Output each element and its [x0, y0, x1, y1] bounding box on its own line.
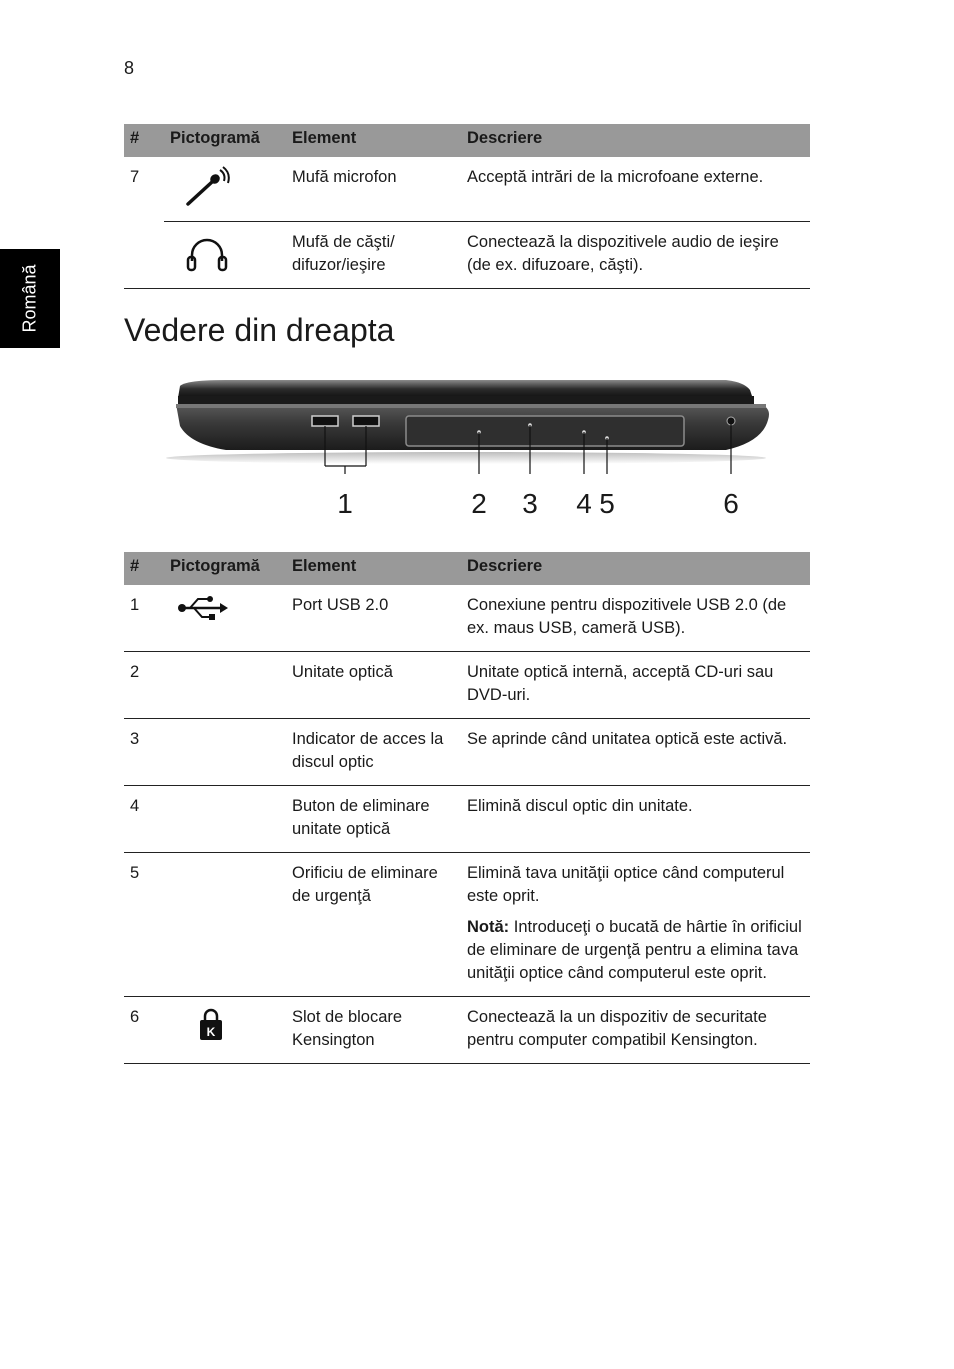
- row-icon: [164, 719, 286, 786]
- row-num: 6: [124, 997, 164, 1064]
- row-num: 3: [124, 719, 164, 786]
- row-element: Orificiu de eliminare de urgenţă: [286, 853, 461, 997]
- table-row: [124, 786, 810, 853]
- table-header-row: [124, 552, 810, 585]
- jacks-table: [124, 124, 810, 289]
- row-icon: [164, 853, 286, 997]
- header-description: Descriere: [461, 124, 810, 157]
- callout-2: 2: [471, 488, 487, 519]
- row-icon: [164, 652, 286, 719]
- row-num: 5: [124, 853, 164, 997]
- row-num: 2: [124, 652, 164, 719]
- row-num: [124, 222, 164, 289]
- callout-4: 4: [576, 488, 592, 519]
- header-pictogram: Pictogramă: [164, 124, 286, 157]
- row-element: Mufă microfon: [286, 157, 461, 222]
- row-num: 1: [124, 585, 164, 652]
- row-element: Slot de blocare Kensington: [286, 997, 461, 1064]
- header-pictogram: Pictogramă: [164, 552, 286, 585]
- row-description: Conexiune pentru dispozitivele USB 2.0 (de ex. maus USB, cameră USB).: [461, 585, 810, 652]
- row-description: Elimină discul optic din unitate.: [461, 786, 810, 853]
- note-label: Notă:: [467, 918, 510, 936]
- row-description: [461, 853, 810, 997]
- callout-3: 3: [522, 488, 538, 519]
- row-num: 4: [124, 786, 164, 853]
- language-label: Română: [19, 264, 40, 333]
- kensington-lock-icon: [190, 1008, 230, 1044]
- note-text: Introduceţi o bucată de hârtie în orificiul de eliminare de urgenţă pentru a elimina tava unităţii optice când computerul este oprit.: [467, 918, 802, 982]
- row-description: Conectează la dispozitivele audio de ieşire (de ex. difuzoare, căşti).: [461, 222, 810, 289]
- row-element: Unitate optică: [286, 652, 461, 719]
- table-row: [124, 997, 810, 1064]
- table-header-row: [124, 124, 810, 157]
- table-row: [124, 222, 810, 289]
- header-num: #: [124, 124, 164, 157]
- svg-text:K: K: [206, 1025, 216, 1039]
- callout-5: 5: [599, 488, 615, 519]
- row-description: Acceptă intrări de la microfoane externe.: [461, 157, 810, 222]
- row-icon: [164, 157, 286, 222]
- row-icon: [164, 786, 286, 853]
- description-text: Elimină tava unităţii optice când computerul este oprit.: [467, 864, 785, 905]
- header-description: Descriere: [461, 552, 810, 585]
- callout-6: 6: [723, 488, 739, 519]
- page-number: 8: [124, 58, 135, 78]
- header-element: Element: [286, 552, 461, 585]
- header-element: Element: [286, 124, 461, 157]
- callout-1: 1: [337, 488, 353, 519]
- row-element: Mufă de căşti/ difuzor/ieşire: [286, 222, 461, 289]
- microphone-icon: [182, 166, 232, 210]
- table-row: [124, 585, 810, 652]
- row-icon: [164, 585, 286, 652]
- row-num: 7: [130, 168, 140, 186]
- row-description: Conectează la un dispozitiv de securitate pentru computer compatibil Kensington.: [461, 997, 810, 1064]
- row-element: Indicator de acces la discul optic: [286, 719, 461, 786]
- language-side-tab: [0, 249, 60, 348]
- right-view-table: [124, 552, 810, 1064]
- table-row: [124, 652, 810, 719]
- laptop-right-view-illustration: [166, 374, 776, 474]
- headphones-icon: [182, 233, 232, 277]
- table-row: [124, 719, 810, 786]
- header-num: #: [124, 552, 164, 585]
- usb-icon: [176, 594, 230, 622]
- section-title: Vedere din dreapta: [124, 312, 395, 348]
- row-icon: [164, 997, 286, 1064]
- note: [467, 916, 804, 985]
- table-row: [124, 853, 810, 997]
- row-element: Buton de eliminare unitate optică: [286, 786, 461, 853]
- row-description: Unitate optică internă, acceptă CD-uri sau DVD-uri.: [461, 652, 810, 719]
- row-description: Se aprinde când unitatea optică este activă.: [461, 719, 810, 786]
- row-icon: [164, 222, 286, 289]
- row-element: Port USB 2.0: [286, 585, 461, 652]
- table-row: [124, 157, 810, 222]
